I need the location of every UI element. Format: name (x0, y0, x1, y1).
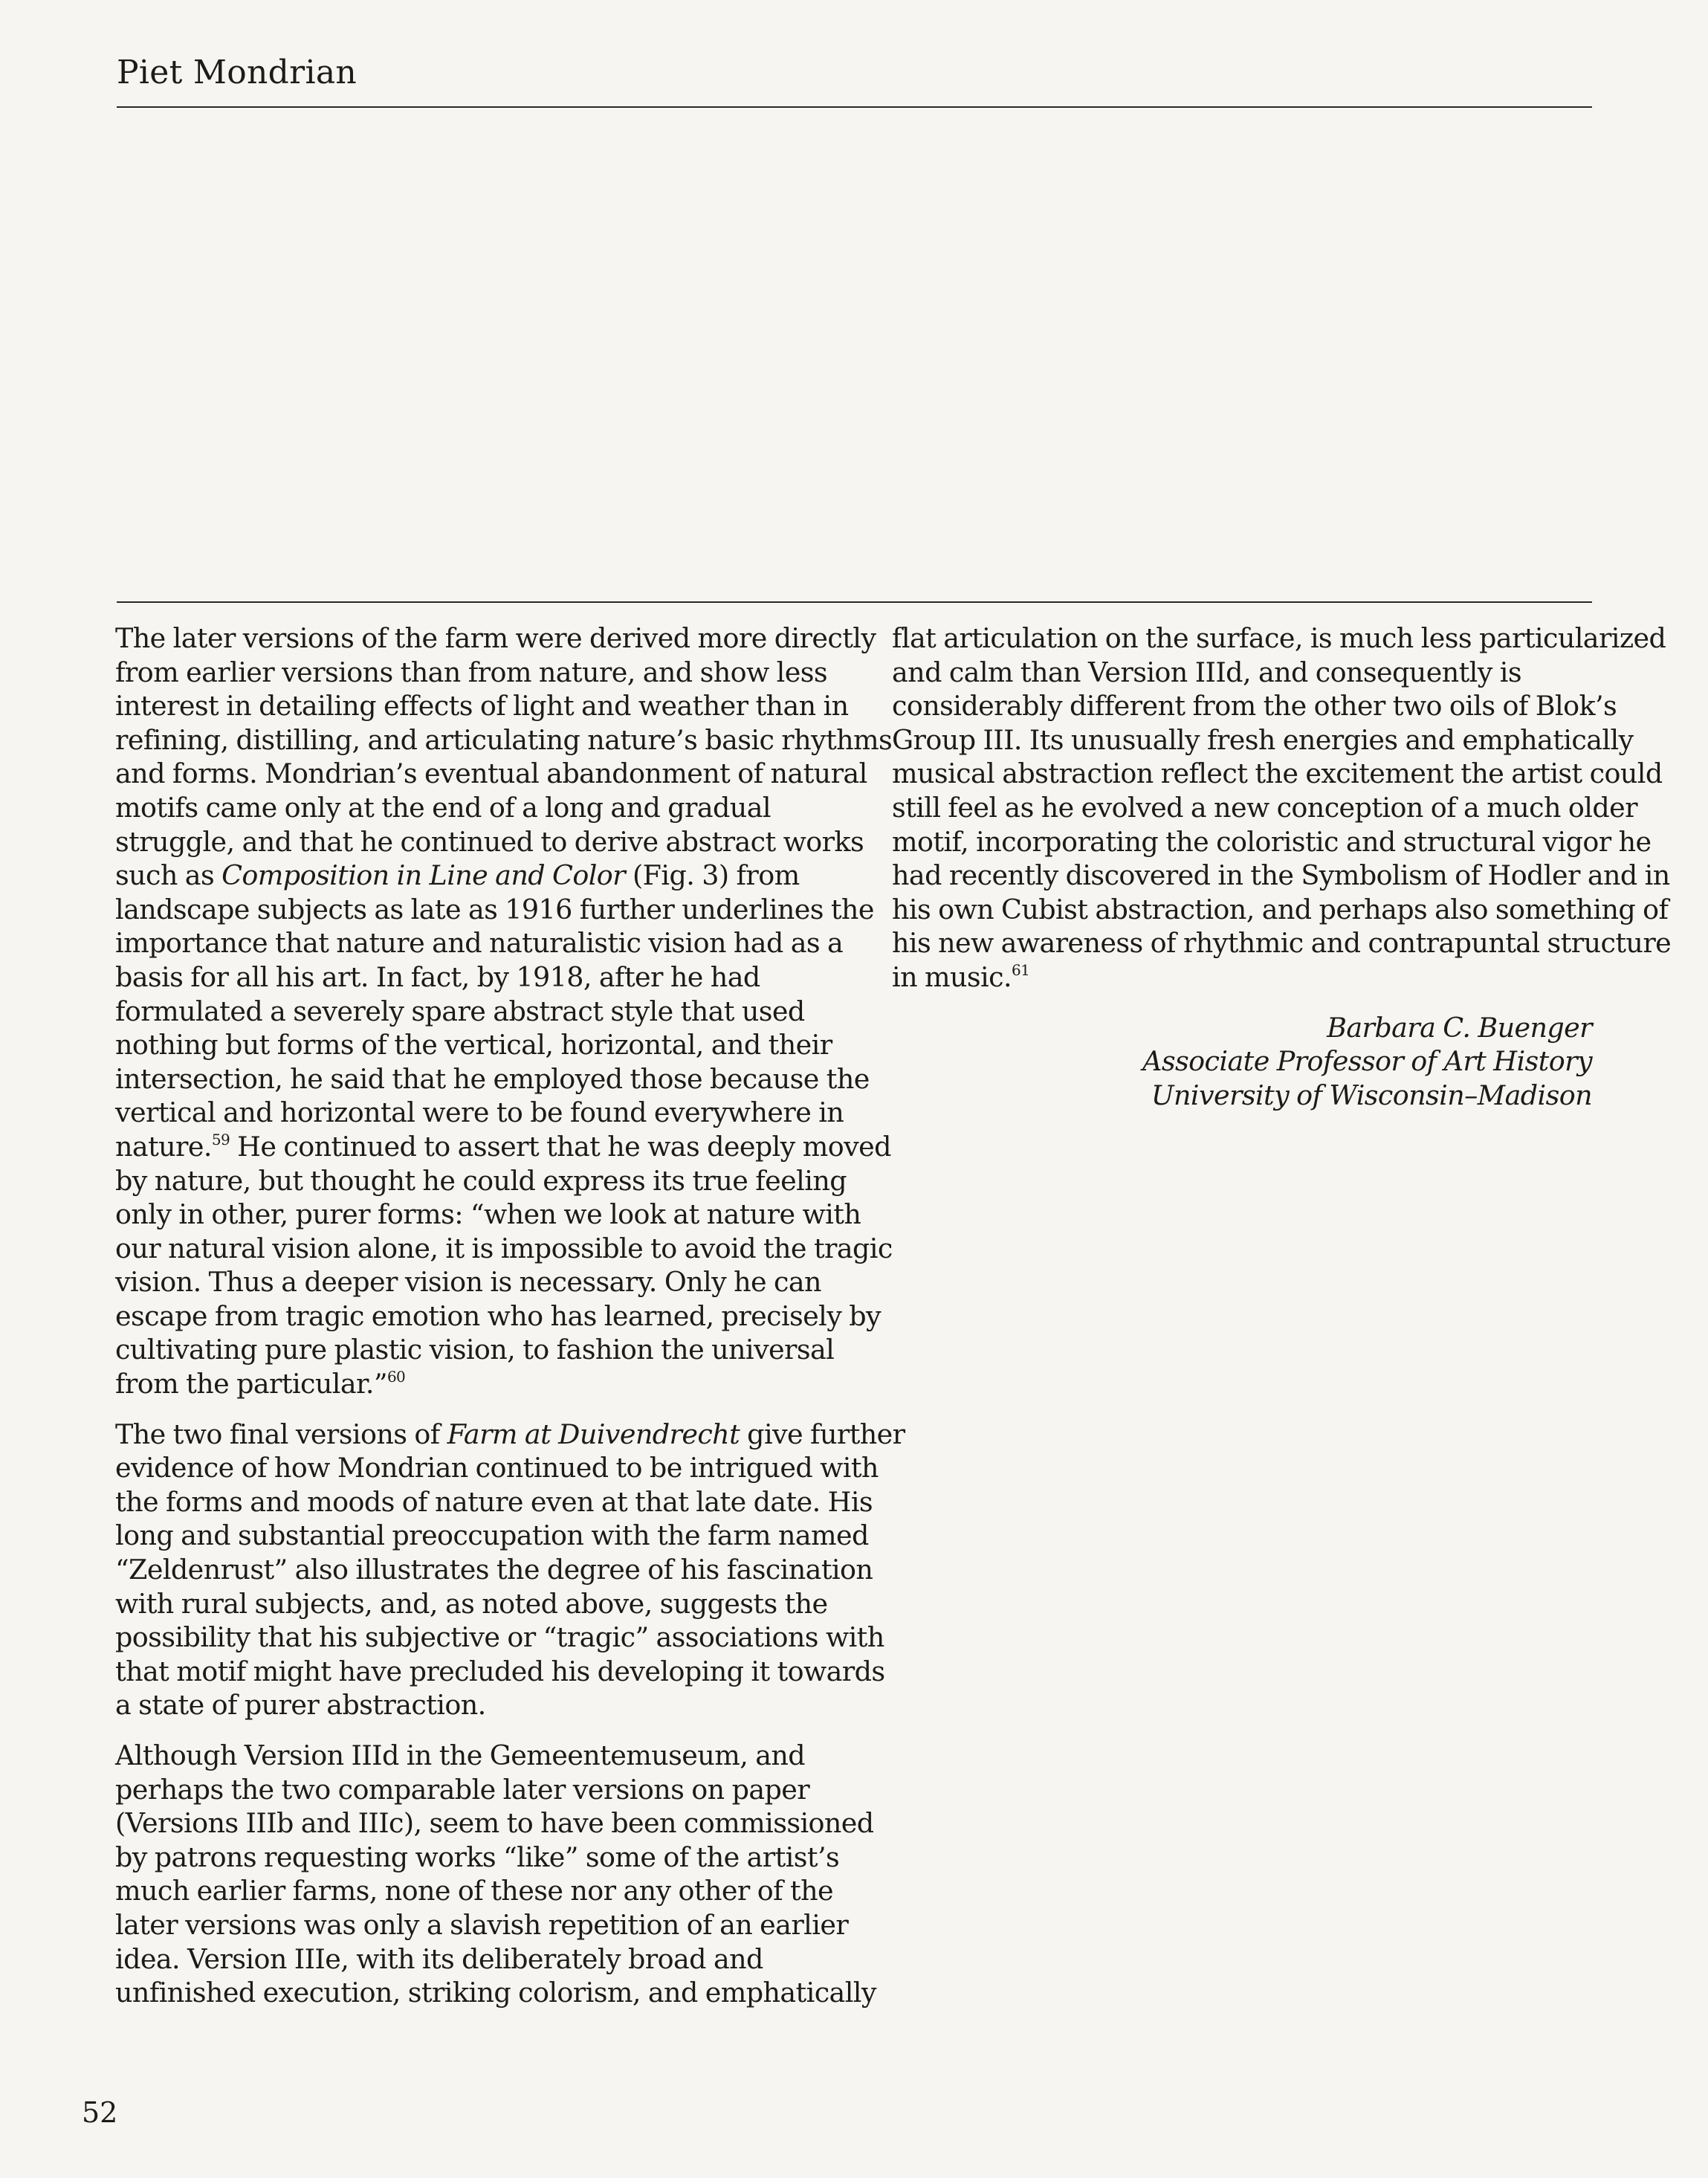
text-line (892, 723, 1634, 757)
text-run: and calm than Version IIId, and consequently is (892, 656, 1521, 688)
text-line (115, 893, 874, 927)
text-line (115, 1164, 847, 1198)
text-line (892, 825, 1652, 859)
text-run: formulated a severely spare abstract style that used (115, 995, 805, 1027)
text-run: (Fig. 3) from (625, 859, 800, 892)
text-run: motif, incorporating the coloristic and structural vigor he (892, 825, 1652, 858)
text-line (115, 1367, 829, 1401)
text-line (115, 1198, 861, 1232)
italic-title: Farm at Duivendrecht (447, 1418, 740, 1450)
text-run: The two final versions of (115, 1418, 447, 1450)
text-run: basis for all his art. In fact, by 1918, after he had (115, 960, 760, 993)
text-line (892, 926, 1672, 960)
left-column (115, 621, 905, 2026)
text-line (115, 1062, 870, 1096)
running-title: Piet Mondrian (117, 54, 358, 91)
text-run: long and substantial preoccupation with the farm named (115, 1519, 869, 1552)
footnote-ref: 60 (386, 1367, 406, 1386)
text-line (892, 960, 1592, 995)
right-column (892, 621, 1672, 1112)
left-paragraph (115, 621, 893, 1401)
text-line (115, 1874, 834, 1908)
text-run: by nature, but thought he could express its true feeling (115, 1164, 847, 1197)
text-run: perhaps the two comparable later versions on paper (115, 1773, 810, 1806)
text-run: much earlier farms, none of these nor any other of the (115, 1875, 834, 1907)
text-line (115, 995, 829, 1029)
text-run: such as (115, 859, 222, 892)
text-line (115, 1942, 829, 1977)
author-signature (892, 1011, 1592, 1113)
text-line (115, 1587, 829, 1621)
text-run: nature. (115, 1130, 212, 1163)
text-line (115, 791, 829, 825)
text-line (892, 621, 1666, 656)
text-run: by patrons requesting works “like” some of the artist’s (115, 1841, 840, 1873)
text-line (115, 1485, 873, 1519)
text-line (115, 1028, 832, 1062)
text-line (115, 1130, 891, 1164)
text-run: a state of purer abstraction. (115, 1689, 486, 1722)
text-line (892, 757, 1663, 791)
text-line (115, 621, 876, 656)
text-run: landscape subjects as late as 1916 further underlines the (115, 893, 874, 925)
text-line (115, 1655, 885, 1689)
text-run: importance that nature and naturalistic vision had as a (115, 927, 844, 960)
text-run: struggle, and that he continued to derive abstract works (115, 825, 864, 858)
left-paragraph (115, 1739, 876, 2010)
text-run: possibility that his subjective or “tragic” associations with (115, 1621, 884, 1654)
text-run: in music. (892, 960, 1012, 993)
text-line (115, 1620, 884, 1655)
text-run: cultivating pure plastic vision, to fashion the universal (115, 1334, 835, 1366)
text-line (115, 1688, 829, 1722)
text-run: considerably different from the other two oils of Blok’s (892, 690, 1617, 723)
text-run: intersection, he said that he employed those because the (115, 1062, 870, 1095)
text-line (115, 1265, 829, 1299)
text-run: that motif might have precluded his developing it towards (115, 1655, 885, 1687)
text-run: the forms and moods of nature even at that late date. His (115, 1485, 873, 1518)
text-line (115, 825, 864, 859)
text-line (115, 1418, 905, 1452)
header-rule (117, 106, 1592, 108)
text-line (115, 1806, 874, 1841)
text-run: vertical and horizontal were to be found everywhere in (115, 1096, 844, 1129)
text-line (892, 791, 1637, 825)
text-run: and forms. Mondrian’s eventual abandonment of natural (115, 757, 867, 790)
text-run: musical abstraction reflect the excitement the artist could (892, 757, 1663, 790)
text-run: Although Version IIId in the Gemeentemuseum, and (115, 1739, 806, 1771)
text-line (115, 1553, 873, 1587)
footnote-ref: 61 (1011, 960, 1030, 979)
text-run: from the particular.” (115, 1368, 387, 1400)
text-run: from earlier versions than from nature, and show less (115, 656, 827, 688)
text-run: with rural subjects, and, as noted above, suggests the (115, 1587, 828, 1620)
text-line (115, 1908, 849, 1942)
text-line (115, 1519, 869, 1553)
author-institution: University of Wisconsin–Madison (1151, 1079, 1592, 1111)
text-run: “Zeldenrust” also illustrates the degree of his fascination (115, 1554, 873, 1586)
text-run: The later versions of the farm were derived more directly (115, 622, 876, 654)
text-run: only in other, purer forms: “when we look at nature with (115, 1198, 861, 1231)
text-line (115, 1841, 840, 1875)
page-number: 52 (82, 2096, 118, 2129)
left-paragraph (115, 1418, 905, 1722)
text-run: evidence of how Mondrian continued to be intrigued with (115, 1452, 879, 1484)
section-rule (117, 601, 1592, 603)
text-line (115, 960, 829, 995)
text-line (115, 656, 829, 690)
text-run: nothing but forms of the vertical, horizontal, and their (115, 1029, 832, 1061)
author-name: Barbara C. Buenger (1327, 1011, 1592, 1044)
text-line (115, 1773, 829, 1807)
text-line (115, 1096, 844, 1130)
footnote-ref: 59 (211, 1130, 230, 1148)
text-line (115, 1299, 882, 1334)
text-line (115, 1333, 835, 1367)
text-line (115, 859, 829, 893)
text-run: his own Cubist abstraction, and perhaps also something of (892, 893, 1669, 925)
text-line (892, 893, 1669, 927)
text-line (115, 926, 844, 960)
text-run: still feel as he evolved a new conception of a much older (892, 791, 1637, 824)
author-position: Associate Professor of Art History (1142, 1045, 1592, 1078)
text-run: interest in detailing effects of light and weather than in (115, 690, 849, 723)
text-line (892, 859, 1670, 893)
text-run: our natural vision alone, it is impossible to avoid the tragic (115, 1232, 893, 1264)
text-line (115, 1232, 893, 1266)
text-run: (Versions IIIb and IIIc), seem to have been commissioned (115, 1807, 874, 1840)
text-run: vision. Thus a deeper vision is necessary. Only he can (115, 1266, 821, 1299)
text-run: flat articulation on the surface, is much less particularized (892, 622, 1666, 654)
text-run: escape from tragic emotion who has learned, precisely by (115, 1299, 882, 1332)
text-run: unfinished execution, striking colorism, and emphatically (115, 1977, 876, 2009)
text-line (115, 1976, 876, 2010)
right-paragraph (892, 621, 1672, 995)
text-run: his new awareness of rhythmic and contrapuntal structure (892, 927, 1672, 960)
text-line (892, 656, 1592, 690)
text-run: refining, distilling, and articulating nature’s basic rhythms (115, 723, 893, 756)
text-run: had recently discovered in the Symbolism of Hodler and in (892, 859, 1670, 892)
text-line (115, 757, 867, 791)
text-line (892, 689, 1617, 723)
text-line (115, 723, 893, 757)
text-run: give further (740, 1418, 905, 1450)
text-line (115, 689, 849, 723)
text-run: later versions was only a slavish repetition of an earlier (115, 1908, 849, 1941)
text-line (115, 1739, 829, 1773)
text-run: Group III. Its unusually fresh energies and emphatically (892, 723, 1634, 756)
text-run: He continued to assert that he was deeply moved (230, 1130, 891, 1163)
text-run: motifs came only at the end of a long and gradual (115, 791, 771, 824)
italic-title: Composition in Line and Color (221, 859, 626, 892)
text-line (115, 1451, 879, 1485)
text-run: idea. Version IIIe, with its deliberately broad and (115, 1942, 763, 1975)
